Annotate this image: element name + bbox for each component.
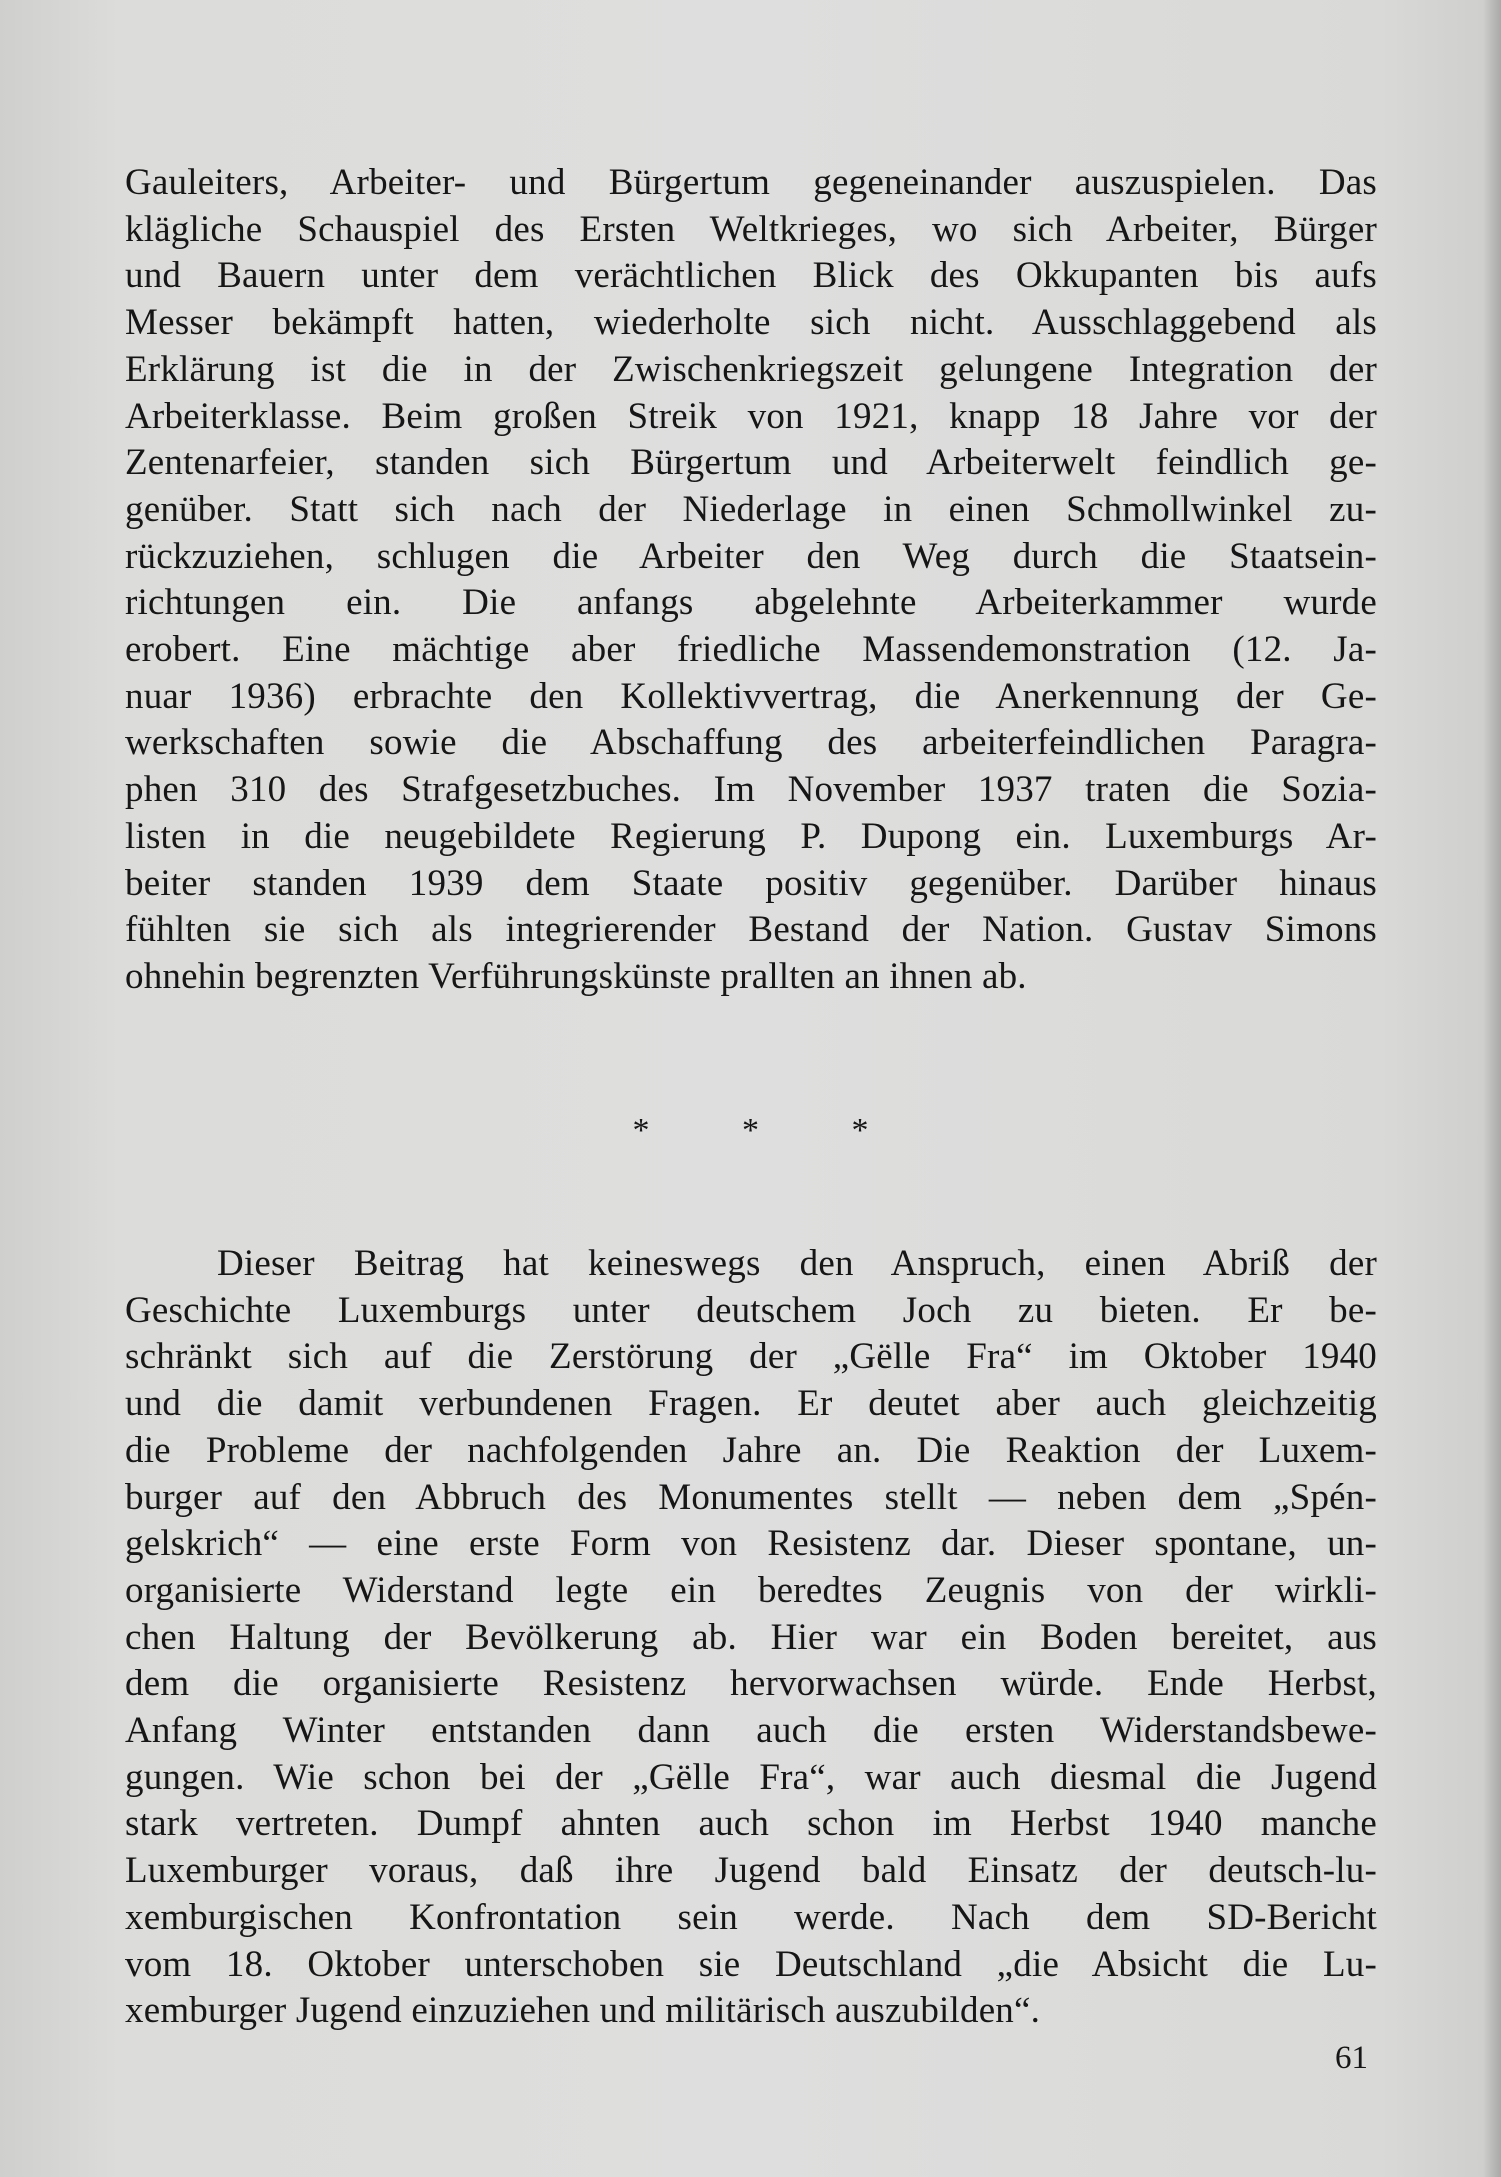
text-line: burger auf den Abbruch des Monumentes stellt — neben dem „Spén-: [125, 1476, 1377, 1518]
text-line: phen 310 des Strafgesetzbuches. Im November 1937 traten die Sozia-: [125, 769, 1377, 811]
text-line: xemburger Jugend einzuziehen und militärisch auszubilden“.: [125, 1990, 1041, 2032]
text-line: nuar 1936) erbrachte den Kollektivvertrag, die Anerkennung der Ge-: [125, 675, 1377, 717]
text-line: Gauleiters, Arbeiter- und Bürgertum gegeneinander auszuspielen. Das: [125, 162, 1377, 203]
text-line: Zentenarfeier, standen sich Bürgertum und Arbeiterwelt feindlich ge-: [125, 442, 1377, 484]
text-line: und Bauern unter dem verächtlichen Blick des Okkupanten bis aufs: [125, 255, 1377, 297]
text-line: Messer bekämpft hatten, wiederholte sich nicht. Ausschlaggebend als: [125, 302, 1377, 344]
text-line: werkschaften sowie die Abschaffung des arbeiterfeindlichen Paragra-: [125, 722, 1377, 764]
text-line: organisierte Widerstand legte ein beredtes Zeugnis von der wirkli-: [125, 1569, 1377, 1611]
text-line: Arbeiterklasse. Beim großen Streik von 1921, knapp 18 Jahre vor der: [125, 395, 1377, 437]
text-line: dem die organisierte Resistenz hervorwachsen würde. Ende Herbst,: [125, 1663, 1377, 1705]
text-line: Geschichte Luxemburgs unter deutschem Joch zu bieten. Er be-: [125, 1289, 1377, 1331]
text-line: Erklärung ist die in der Zwischenkriegszeit gelungene Integration der: [125, 348, 1377, 390]
text-line: schränkt sich auf die Zerstörung der „Gëlle Fra“ im Oktober 1940: [125, 1336, 1377, 1378]
text-line: erobert. Eine mächtige aber friedliche Massendemonstration (12. Ja-: [125, 629, 1377, 671]
text-line: xemburgischen Konfrontation sein werde. Nach dem SD-Bericht: [125, 1896, 1377, 1938]
text-line: vom 18. Oktober unterschoben sie Deutschland „die Absicht die Lu-: [125, 1943, 1377, 1985]
text-line: fühlten sie sich als integrierender Bestand der Nation. Gustav Simons: [125, 909, 1377, 951]
page-number: 61: [1335, 2040, 1368, 2076]
text-line: stark vertreten. Dumpf ahnten auch schon im Herbst 1940 manche: [125, 1803, 1377, 1845]
paragraph-1: [125, 160, 1377, 1001]
text-line: richtungen ein. Die anfangs abgelehnte Arbeiterkammer wurde: [125, 582, 1377, 624]
text-line: und die damit verbundenen Fragen. Er deutet aber auch gleichzeitig: [125, 1383, 1377, 1425]
binding-shadow: [1483, 0, 1501, 2177]
text-line: ohnehin begrenzten Verführungskünste prallten an ihnen ab.: [125, 955, 1027, 997]
text-line: rückzuziehen, schlugen die Arbeiter den Weg durch die Staatsein-: [125, 535, 1377, 577]
text-line: Anfang Winter entstanden dann auch die ersten Widerstandsbewe-: [125, 1710, 1377, 1752]
text-line: genüber. Statt sich nach der Niederlage in einen Schmollwinkel zu-: [125, 488, 1377, 530]
text-line: gelskrich“ — eine erste Form von Resistenz dar. Dieser spontane, un-: [125, 1523, 1377, 1565]
text-line: klägliche Schauspiel des Ersten Weltkrieges, wo sich Arbeiter, Bürger: [125, 208, 1377, 250]
text-line: die Probleme der nachfolgenden Jahre an. Die Reaktion der Luxem-: [125, 1429, 1377, 1471]
text-line: beiter standen 1939 dem Staate positiv gegenüber. Darüber hinaus: [125, 862, 1377, 904]
section-separator: * * *: [632, 1112, 911, 1149]
text-line: Dieser Beitrag hat keineswegs den Anspruch, einen Abriß der: [217, 1243, 1377, 1284]
paragraph-2: [125, 1241, 1377, 2035]
text-line: chen Haltung der Bevölkerung ab. Hier war ein Boden bereitet, aus: [125, 1616, 1377, 1658]
text-line: gungen. Wie schon bei der „Gëlle Fra“, war auch diesmal die Jugend: [125, 1756, 1377, 1798]
text-line: listen in die neugebildete Regierung P. Dupong ein. Luxemburgs Ar-: [125, 815, 1377, 857]
text-line: Luxemburger voraus, daß ihre Jugend bald Einsatz der deutsch-lu-: [125, 1850, 1377, 1892]
